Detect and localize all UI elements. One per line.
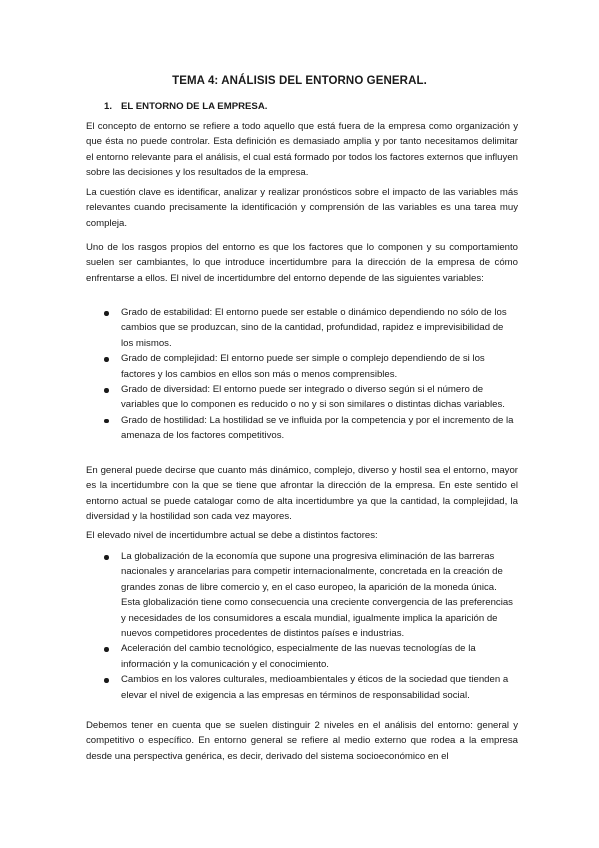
list-item-text: Aceleración del cambio tecnológico, especialmente de las nuevas tecnologías de la información y la comunicación y el conocimiento. <box>121 643 476 670</box>
list-item <box>104 672 518 703</box>
factors-list <box>104 549 518 703</box>
bullet-icon <box>104 388 109 393</box>
bullet-icon <box>104 678 109 683</box>
list-item <box>104 305 518 351</box>
paragraph-cuestion-clave: La cuestión clave es identificar, analizar y realizar pronósticos sobre el impacto de las variables más relevantes cuando precisamente la identificación y comprensión de las variables es una tarea muy compleja. <box>86 187 518 229</box>
bullet-icon <box>104 555 109 560</box>
section-heading <box>104 99 267 114</box>
list-item <box>104 641 518 672</box>
paragraph-entorno-definition: El concepto de entorno se refiere a todo aquello que está fuera de la empresa como organización y que ésta no puede controlar. Esta definición es demasiado amplia y por tanto necesitamos delimitar el entorno relevante para el análisis, el cual está formado por todos los factores externos que influyen sobre las decisiones y los resultados de la empresa. <box>86 121 518 179</box>
bullet-icon <box>104 419 109 424</box>
variables-list <box>104 305 518 444</box>
list-item <box>104 382 518 413</box>
list-item-text: La globalización de la economía que supone una progresiva eliminación de las barreras nacionales y arancelarias para competir internacionalmente, concretada en la creación de grandes zonas de libre comercio y, en el caso europeo, la aparición de la moneda única. Esta globalización tiene como consecuencia una creciente convergencia de las preferencias y necesidades de los consumidores a escala mundial, igualmente implica la aparición de nuevos competidores procedentes de distintos países e industrias. <box>121 551 513 640</box>
section-number: 1. <box>104 101 113 112</box>
list-item <box>104 351 518 382</box>
list-item-text: Grado de complejidad: El entorno puede ser simple o complejo dependiendo de si los factores y los cambios en ellos son más o menos comprensibles. <box>121 353 485 380</box>
list-item-text: Grado de hostilidad: La hostilidad se ve influida por la competencia y por el incremento de la amenaza de los factores competitivos. <box>121 414 514 442</box>
bullet-icon <box>104 357 109 362</box>
paragraph-conclusion-incertidumbre: En general puede decirse que cuanto más dinámico, complejo, diverso y hostil sea el entorno, mayor es la incertidumbre con la que se tiene que afrontar la dirección de la empresa. En este sentido el entorno actual se puede catalogar como de alta incertidumbre ya que la cantidad, la complejidad, la diversidad y la hostilidad son cada vez mayores. <box>86 465 518 523</box>
list-item-text: Grado de diversidad: El entorno puede ser integrado o diverso según si el número de variables que lo componen es reducido o no y si son similares o distintas dichas variables. <box>121 384 505 411</box>
section-title: EL ENTORNO DE LA EMPRESA. <box>121 101 268 112</box>
page-title: TEMA 4: ANÁLISIS DEL ENTORNO GENERAL. <box>172 75 427 87</box>
list-item <box>104 549 518 641</box>
paragraph-factores-intro: El elevado nivel de incertidumbre actual se debe a distintos factores: <box>86 530 378 541</box>
list-item-text: Grado de estabilidad: El entorno puede ser estable o dinámico dependiendo no sólo de los cambios que se produzcan, sino de la cantidad, profundidad, rapidez e imprevisibilidad de los mismos. <box>121 307 507 349</box>
bullet-icon <box>104 311 109 316</box>
paragraph-niveles-entorno: Debemos tener en cuenta que se suelen distinguir 2 niveles en el análisis del entorno: general y competitivo o específico. En entorno general se refiere al medio externo que rodea a la empresa desde una perspectiva genérica, es decir, derivado del sistema socioeconómico en el <box>86 720 518 762</box>
bullet-icon <box>104 647 109 652</box>
paragraph-rasgos: Uno de los rasgos propios del entorno es que los factores que lo componen y su comportamiento suelen ser cambiantes, lo que introduce incertidumbre para la dirección de la empresa de cómo enfrentarse a ellos. El nivel de incertidumbre del entorno depende de las siguientes variables: <box>86 242 518 284</box>
list-item-text: Cambios en los valores culturales, medioambientales y éticos de la sociedad que tienden a elevar el nivel de exigencia a las empresas en términos de responsabilidad social. <box>121 674 509 701</box>
list-item <box>104 413 518 444</box>
